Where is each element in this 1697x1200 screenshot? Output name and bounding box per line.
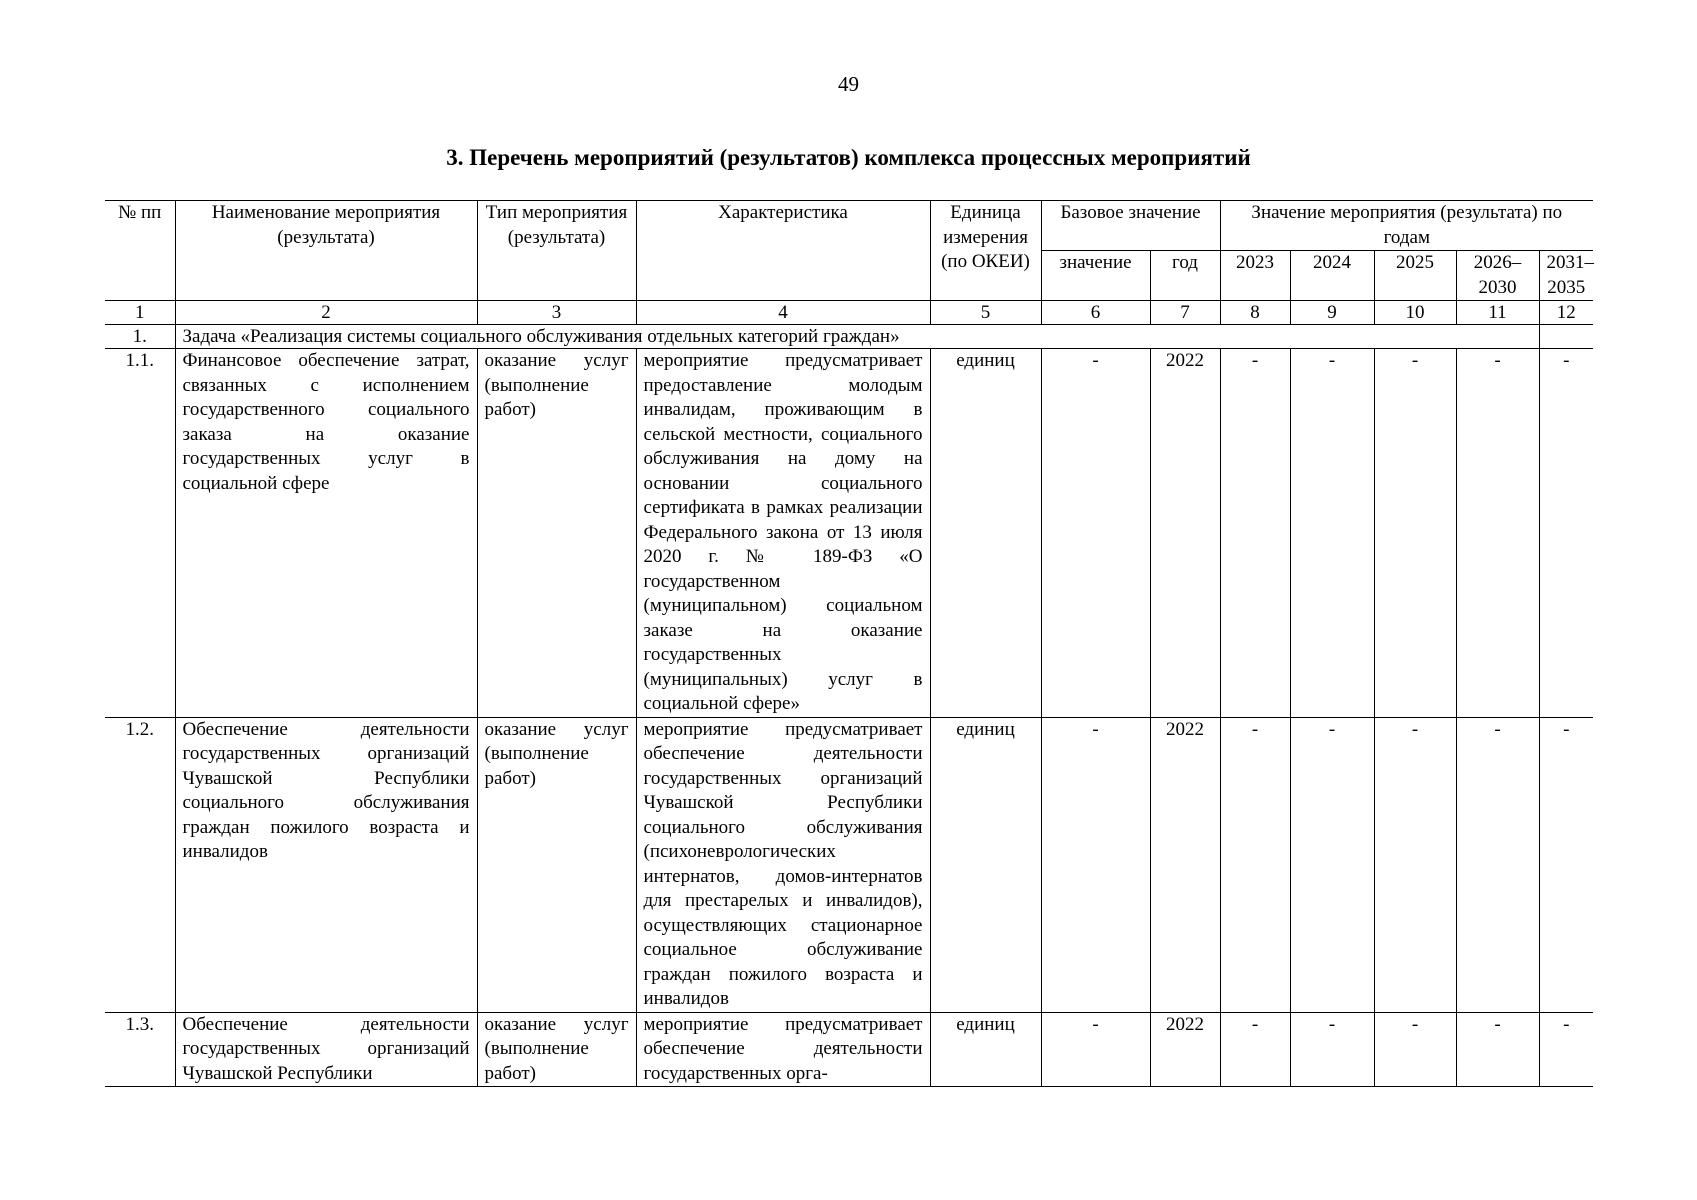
column-number: 10	[1374, 301, 1456, 325]
row-year-value: -	[1539, 349, 1593, 718]
column-number: 4	[636, 301, 930, 325]
header-col-name: Наименование мероприятия (результата)	[175, 201, 477, 301]
row-number: 1.3.	[105, 1012, 175, 1087]
header-year: 2026–2030	[1456, 251, 1539, 301]
row-year-value: -	[1374, 1012, 1456, 1087]
table-row	[105, 349, 1593, 718]
column-number: 9	[1290, 301, 1374, 325]
row-name: Обеспечение деятельности государственных организаций Чувашской Республики социального обслуживания граждан пожилого возраста и инвалидов	[175, 717, 477, 1012]
row-base-year: 2022	[1150, 349, 1220, 718]
header-year: 2031–2035	[1539, 251, 1593, 301]
column-number: 3	[477, 301, 636, 325]
header-col-type: Тип мероприятия (результата)	[477, 201, 636, 301]
row-unit: единиц	[930, 1012, 1041, 1087]
header-year: 2025	[1374, 251, 1456, 301]
header-years-group: Значение мероприятия (результата) по годам	[1220, 201, 1593, 251]
row-description: мероприятие предусматривает обеспечение деятельности государственных орга-	[636, 1012, 930, 1087]
column-number: 11	[1456, 301, 1539, 325]
row-year-value: -	[1539, 1012, 1593, 1087]
row-year-value: -	[1374, 349, 1456, 718]
column-number: 5	[930, 301, 1041, 325]
row-type: оказание услуг (выполнение работ)	[477, 717, 636, 1012]
row-number: 1.1.	[105, 349, 175, 718]
row-base-year: 2022	[1150, 717, 1220, 1012]
table-row	[105, 1012, 1593, 1087]
row-base-value: -	[1041, 717, 1150, 1012]
task-row	[105, 325, 1593, 349]
row-name: Финансовое обеспечение затрат, связанных с исполнением государственного социального заказа на оказание государственных услуг в социальной сфере	[175, 349, 477, 718]
row-year-value: -	[1539, 717, 1593, 1012]
row-year-value: -	[1220, 1012, 1290, 1087]
header-base-year: год	[1150, 251, 1220, 301]
header-year: 2024	[1290, 251, 1374, 301]
row-year-value: -	[1220, 349, 1290, 718]
column-number-row	[105, 301, 1593, 325]
row-type: оказание услуг (выполнение работ)	[477, 349, 636, 718]
column-number: 12	[1539, 301, 1593, 325]
row-year-value: -	[1456, 349, 1539, 718]
row-base-value: -	[1041, 349, 1150, 718]
header-col-description: Характеристика	[636, 201, 930, 301]
column-number: 2	[175, 301, 477, 325]
header-year: 2023	[1220, 251, 1290, 301]
row-description: мероприятие предусматривает обеспечение деятельности государственных организаций Чувашской Республики социального обслуживания (психоневрологических интернатов, домов-интернатов для престарелых и инвалидов), осуществляющих стационарное социальное обслуживание граждан пожилого возраста и инвалидов	[636, 717, 930, 1012]
row-year-value: -	[1290, 717, 1374, 1012]
header-base-value: значение	[1041, 251, 1150, 301]
row-unit: единиц	[930, 349, 1041, 718]
column-number: 7	[1150, 301, 1220, 325]
header-col-number: № пп	[105, 201, 175, 301]
row-type: оказание услуг (выполнение работ)	[477, 1012, 636, 1087]
row-year-value: -	[1374, 717, 1456, 1012]
row-year-value: -	[1456, 1012, 1539, 1087]
column-number: 6	[1041, 301, 1150, 325]
row-name: Обеспечение деятельности государственных организаций Чувашской Республики	[175, 1012, 477, 1087]
row-year-value: -	[1220, 717, 1290, 1012]
row-year-value: -	[1290, 349, 1374, 718]
document-title: 3. Перечень мероприятий (результатов) комплекса процессных мероприятий	[446, 145, 1251, 170]
header-col-unit: Единица измерения (по ОКЕИ)	[930, 201, 1041, 301]
page-number: 49	[838, 72, 859, 96]
row-year-value: -	[1290, 1012, 1374, 1087]
column-number: 8	[1220, 301, 1290, 325]
header-base-group: Базовое значение	[1041, 201, 1220, 251]
row-unit: единиц	[930, 717, 1041, 1012]
row-base-year: 2022	[1150, 1012, 1220, 1087]
table-row	[105, 717, 1593, 1012]
header-row-top	[105, 201, 1593, 251]
task-text: Задача «Реализация системы социального обслуживания отдельных категорий граждан»	[175, 325, 1539, 349]
activities-table	[105, 200, 1593, 1087]
task-empty-cell	[1539, 325, 1593, 349]
task-number: 1.	[105, 325, 175, 349]
row-description: мероприятие предусматривает предоставление молодым инвалидам, проживающим в сельской местности, социального обслуживания на дому на основании социального сертификата в рамках реализации Федерального закона от 13 июля 2020 г. № 189-ФЗ «О государственном (муниципальном) социальном заказе на оказание государственных (муниципальных) услуг в социальной сфере»	[636, 349, 930, 718]
row-number: 1.2.	[105, 717, 175, 1012]
row-year-value: -	[1456, 717, 1539, 1012]
column-number: 1	[105, 301, 175, 325]
row-base-value: -	[1041, 1012, 1150, 1087]
